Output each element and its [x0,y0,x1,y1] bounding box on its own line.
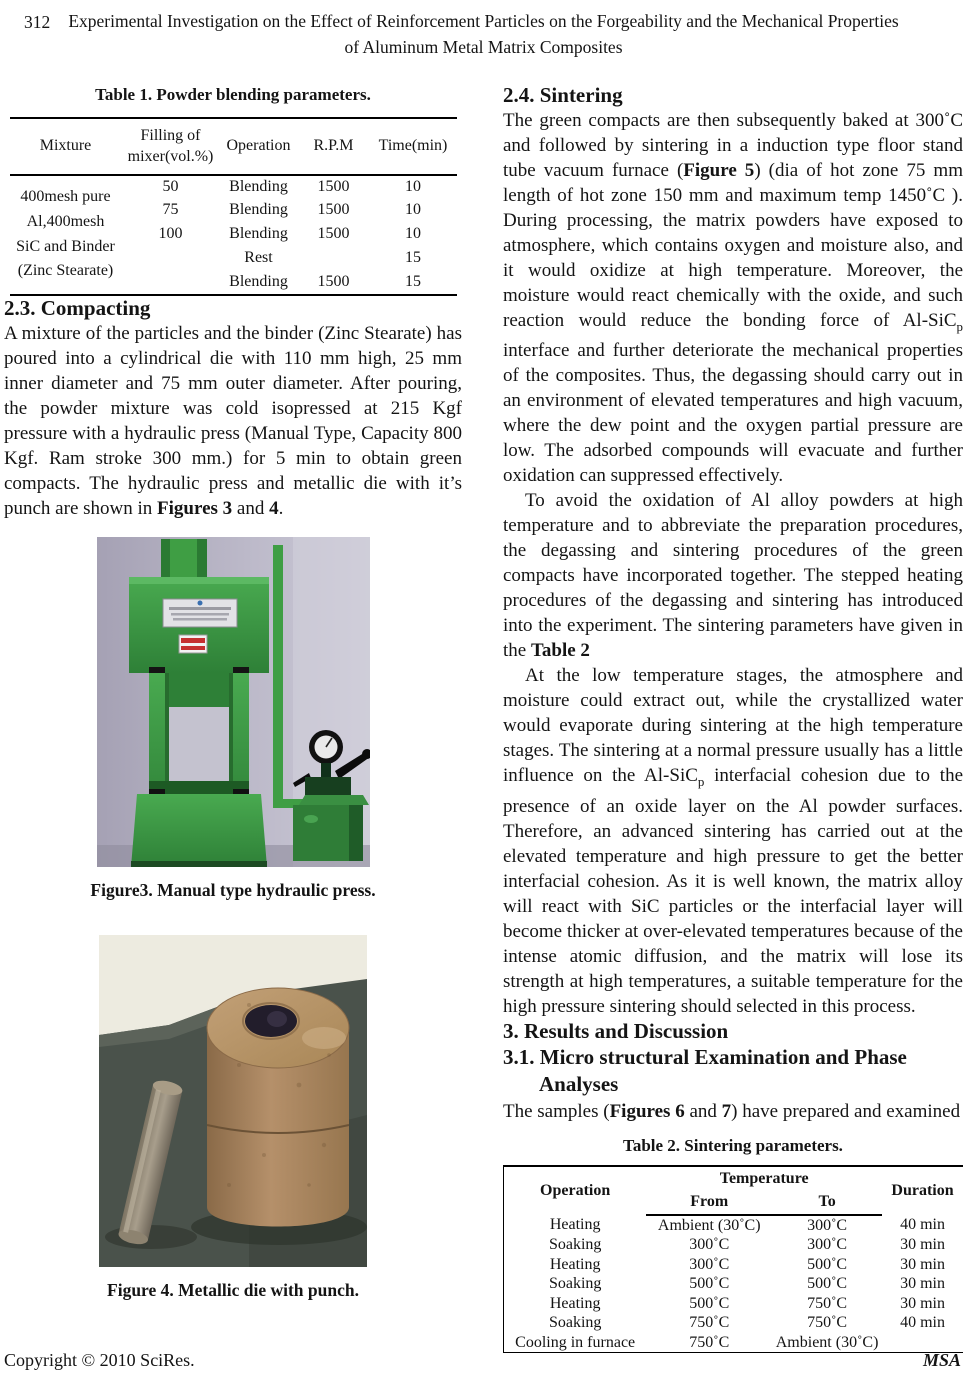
table2-col-temperature: Temperature [719,1169,809,1187]
table-cell: Heating [549,1294,601,1312]
table-cell: 300˚C [807,1216,848,1234]
nameplate-logo [197,600,202,605]
table1-caption: Table 1. Powder blending parameters. [95,84,371,104]
figure4-photo [99,935,367,1267]
table-cell: Heating [549,1255,601,1273]
table-cell: 30 min [900,1275,945,1293]
press-head-bevel [129,577,269,584]
table-cell [122,271,220,295]
press-top-shade2 [197,539,207,579]
tank-top [299,795,369,805]
table-cell: Blending [229,272,288,290]
punch-shadow [105,1225,197,1249]
table-cell: Rest [244,249,273,267]
two-column-body [4,83,963,1353]
left-column [4,83,462,1353]
table-row [504,1294,964,1314]
die-cylinder [207,988,349,1227]
page-footer [4,1350,963,1371]
table-cell: 750˚C [689,1314,730,1332]
figure4 [4,935,462,1301]
table-cell: 1500 [317,272,350,290]
table-cell: 100 [158,225,183,243]
table1-powder-blending [10,117,457,296]
table2-col-operation: Operation [540,1181,611,1199]
table2-col-to: To [772,1190,882,1215]
section-2-4-paragraph-2: To avoid the oxidation of Al alloy powders at high temperature and to abbreviate the preparation procedures, the degassing and sintering procedures of the green compacts have incorporated together. The stepped heating procedures of the degassing and sintering has introduced into the experiment. The sintering parameters have given in the Table 2 [503,490,963,662]
table-row [504,1274,964,1294]
tank-cap [304,815,318,823]
table-cell: 10 [405,177,421,195]
nameplate-line3 [173,618,227,621]
table-cell: Soaking [548,1236,602,1254]
table-cell: Soaking [548,1275,602,1293]
table2-col-from: From [646,1190,772,1215]
red-sticker-band1 [181,638,205,643]
section-2-4-heading: 2.4. Sintering [503,82,623,107]
section-3-1-intro: The samples (Figures 6 and 7) have prepared and examined [503,1100,961,1122]
table-cell: 1500 [317,225,350,243]
red-sticker [179,635,207,653]
table-row [10,175,457,199]
table-cell: Blending [229,201,288,219]
section-3-heading: 3. Results and Discussion [503,1019,729,1044]
table1-col-rpm: R.P.M [298,118,370,175]
press-base-shadow [131,861,267,867]
table-cell: 10 [405,225,421,243]
copyright-notice: Copyright © 2010 SciRes. [4,1350,195,1370]
table-cell: 30 min [900,1255,945,1273]
die-hole-glint [267,1011,287,1027]
table1-col-time: Time(min) [370,118,457,175]
table-cell: 500˚C [689,1294,730,1312]
nameplate-line2 [171,613,229,616]
figure4-caption: Figure 4. Metallic die with punch. [107,1279,359,1300]
figure3-caption: Figure3. Manual type hydraulic press. [90,879,376,900]
right-column [503,83,963,1353]
table-row [504,1255,964,1275]
nameplate-line1 [169,607,231,610]
table-cell: 500˚C [807,1255,848,1273]
table2-caption: Table 2. Sintering parameters. [623,1135,843,1155]
paper-title-line1: Experimental Investigation on the Effect of Reinforcement Particles on the Forgeability and the Mechanical Properties [68,11,899,31]
table-cell: 750˚C [689,1333,730,1351]
section-2-3-paragraph: A mixture of the particles and the binder (Zinc Stearate) has poured into a cylindrical die with 110 mm high, 25 mm inner diameter and 75 mm outer diameter. After pouring, the powder mixture was cold isopressed at 215 Kgf pressure with a hydraulic press (Manual Type, Capacity 800 Kgf. Ram stroke 300 mm.) for 5 min to obtain green compacts. The hydraulic press and metallic die with it’s punch are shown in Figures 3 and 4. [4,322,462,519]
table-cell [122,247,220,271]
paper-title-line2: of Aluminum Metal Matrix Composites [344,37,623,58]
figure3-photo [97,537,370,867]
tank-shade [349,805,363,861]
page-number: 312 [24,12,51,32]
press-top-shade [161,539,170,579]
section-2-4-paragraph-1: The green compacts are then subsequently baked at 300˚C and followed by sintering in a induction type floor stand tube vacuum furnace (Figure 5) (dia of hot zone 75 mm length of hot zone 150 mm and maximum temp 1450˚C ). During processing, the matrix powders have exposed to atmosphere, which contains oxygen and moisture also, and it would oxidize at high temperature. Moreover, the moisture would react chemically with the oxide, and such reaction would reduce the bonding force of Al-SiC$_p$ interface and further deteriorate the mechanical properties of the composites. Thus, the degassing should carry out in an environment of elevated temperatures and high vacuum, where the dew point and the oxygen partial pressure are low. The adsorbed compounds will evacuate and further oxidation can suppressed effectively. [503,109,963,487]
table-cell: 30 min [900,1236,945,1254]
section-2-4-paragraph-3: At the low temperature stages, the atmosphere and moisture could extract out, while the crystallized water would evaporate during sintering at the high temperature stages. The sintering at a normal pressure usually has a little influence on the Al-SiC$_p$ interfacial cohesion due to the presence of an oxide layer on the Al powder surfaces. Therefore, an advanced sintering has carried out at the elevated temperature and high pressure to get the better interfacial cohesion. As it is well known, the matrix alloy will react with SiC particles or the interfacial layer will become thicker at over-elevated temperatures because of the intense atomic diffusion, and the matrix will lose its strength at high temperatures, a suitable temperature for the high pressure sintering should selected in this process. [503,665,963,1018]
press-pipe [273,545,283,805]
table-cell: Blending [229,177,288,195]
table1-col-operation: Operation [220,118,298,175]
table-cell: Ambient (30˚C) [775,1333,879,1351]
table-cell: Heating [549,1216,601,1234]
table-cell: 15 [405,272,421,290]
table-cell: 500˚C [807,1275,848,1293]
press-base [131,794,267,867]
table-cell: 300˚C [807,1236,848,1254]
press-opening [169,707,229,781]
table-cell [298,247,370,271]
section-2-3-heading: 2.3. Compacting [4,295,151,320]
table-cell: 1500 [317,177,350,195]
table1-col-filling: Filling of mixer(vol.%) [122,118,220,175]
table-cell: 750˚C [807,1294,848,1312]
table-cell: 30 min [900,1294,945,1312]
table-cell: 300˚C [689,1236,730,1254]
gauge-stem [321,763,331,779]
table-cell: Soaking [548,1314,602,1332]
table2-col-duration: Duration [891,1181,954,1199]
table-cell: 40 min [900,1216,945,1234]
table-cell: Cooling in furnace [515,1333,636,1351]
table1-header-row [10,118,457,175]
table1-col-mixture: Mixture [10,118,122,175]
figure3 [4,537,462,901]
table-cell: 300˚C [689,1255,730,1273]
table-cell: 75 [162,201,179,219]
table-cell: 50 [162,177,179,195]
table-cell: Ambient (30˚C) [657,1216,761,1234]
running-header [4,8,963,61]
table-cell: 40 min [900,1314,945,1332]
table-row [504,1313,964,1333]
red-sticker-band2 [181,646,205,650]
table-cell: 15 [405,249,421,267]
table-row [504,1215,964,1235]
journal-abbreviation: MSA [922,1350,961,1370]
table2-header-row1 [504,1166,964,1191]
die-top-highlight [302,1027,346,1049]
table2-sintering-parameters [503,1165,963,1353]
table-cell: 1500 [317,201,350,219]
section-3-1-heading: 3.1. Micro structural Examination and Phase Analyses [503,1045,907,1097]
table-cell: 750˚C [807,1314,848,1332]
table-cell: 10 [405,201,421,219]
table-row [504,1235,964,1255]
table-cell: 500˚C [689,1275,730,1293]
table-cell: Blending [229,225,288,243]
table1-mixture-cell: 400mesh pure Al,400mesh SiC and Binder (Zinc Stearate) [16,188,115,280]
